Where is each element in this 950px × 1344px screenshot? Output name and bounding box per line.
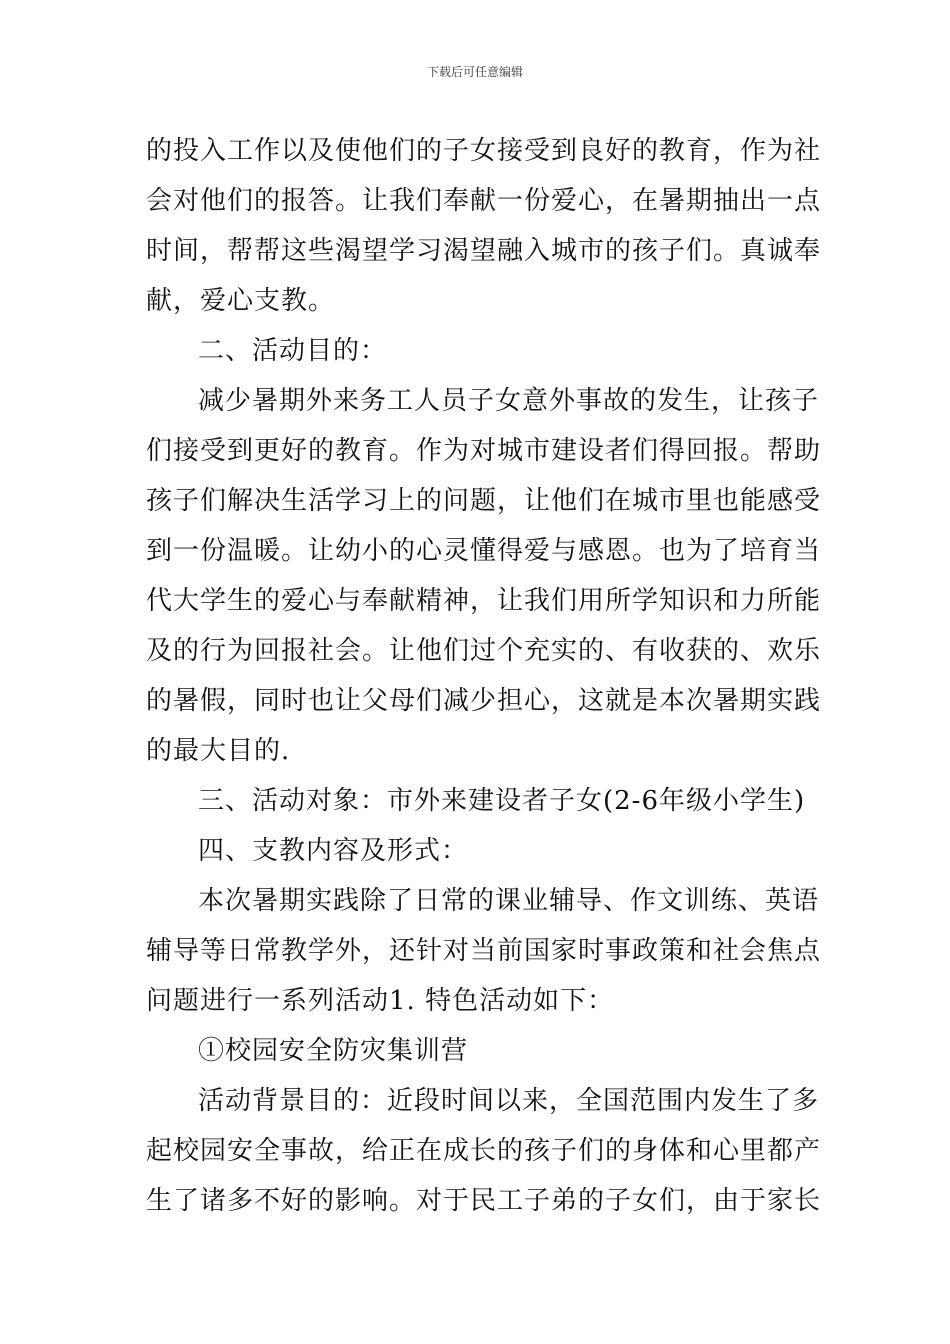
section-heading-content: 四、支教内容及形式： — [198, 836, 469, 866]
text-line: 会对他们的报答。让我们奉献一份爱心，在暑期抽出一点 — [146, 186, 822, 216]
text-line: 孩子们解决生活学习上的问题，让他们在城市里也能感受 — [146, 486, 822, 516]
text-line: 的最大目的. — [146, 736, 291, 766]
text-line: 们接受到更好的教育。作为对城市建设者们得回报。帮助 — [146, 436, 822, 466]
text-line: 时间，帮帮这些渴望学习渴望融入城市的孩子们。真诚奉 — [146, 236, 822, 266]
document-body — [146, 126, 822, 1226]
text-line: 减少暑期外来务工人员子女意外事故的发生，让孩子 — [198, 386, 820, 416]
text-line: 的暑假，同时也让父母们减少担心，这就是本次暑期实践 — [146, 686, 822, 716]
text-line: 的投入工作以及使他们的子女接受到良好的教育，作为社 — [146, 136, 822, 166]
page-header-note: 下载后可任意编辑 — [426, 65, 523, 79]
text-line: 活动背景目的：近段时间以来，全国范围内发生了多 — [198, 1086, 820, 1116]
section-heading-purpose: 二、活动目的： — [198, 336, 388, 366]
text-line: 起校园安全事故，给正在成长的孩子们的身体和心里都产 — [146, 1136, 822, 1166]
text-line: 问题进行一系列活动1. 特色活动如下： — [146, 986, 615, 1016]
text-line: 生了诸多不好的影响。对于民工子弟的子女们，由于家长 — [146, 1186, 822, 1216]
text-line: 及的行为回报社会。让他们过个充实的、有收获的、欢乐 — [146, 636, 822, 666]
text-line: 代大学生的爱心与奉献精神，让我们用所学知识和力所能 — [146, 586, 822, 616]
text-line: 本次暑期实践除了日常的课业辅导、作文训练、英语 — [198, 886, 820, 916]
section-heading-target: 三、活动对象：市外来建设者子女(2-6年级小学生) — [198, 786, 806, 816]
activity-item-heading: ①校园安全防灾集训营 — [198, 1036, 469, 1066]
text-line: 到一份温暖。让幼小的心灵懂得爱与感恩。也为了培育当 — [146, 536, 822, 566]
text-line: 献，爱心支教。 — [146, 286, 336, 316]
text-line: 辅导等日常教学外，还针对当前国家时事政策和社会焦点 — [146, 936, 822, 966]
